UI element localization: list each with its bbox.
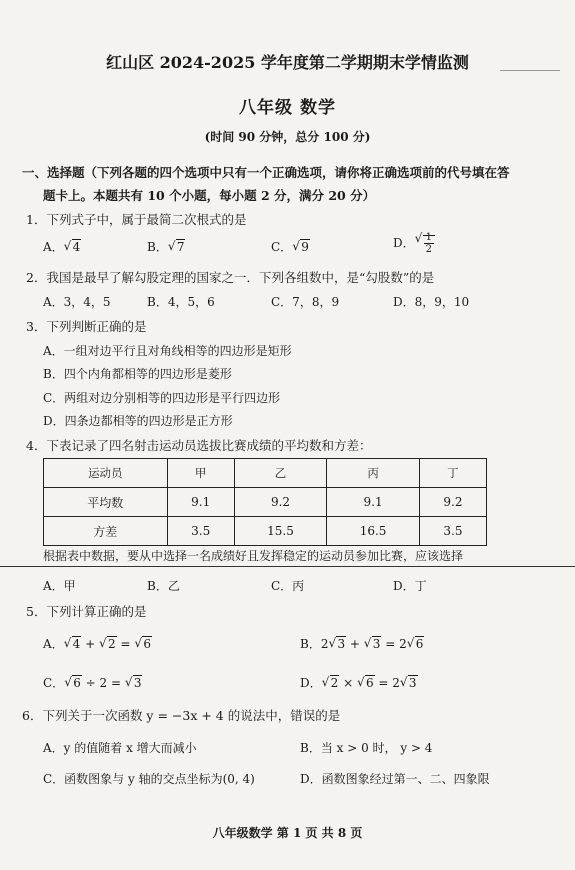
q4-stem: 4．下表记录了四名射击运动员选拔比赛成绩的平均数和方差： <box>26 438 372 453</box>
q1-option-d <box>393 232 435 255</box>
q4-option-d: D．丁 <box>393 579 427 593</box>
table-header-cell: 乙 <box>234 459 327 488</box>
page-footer: 八年级数学 第 1 页 共 8 页 <box>212 826 363 840</box>
q1-option-c-label: C． <box>271 240 293 254</box>
table-cell: 9.2 <box>419 488 486 517</box>
q2-stem: 2．我国是最早了解勾股定理的国家之一．下列各组数中，是“勾股数”的是 <box>26 270 435 285</box>
q5-option-c-label: C． <box>43 676 65 690</box>
fraction-denominator: 2 <box>425 244 432 255</box>
table-cell: 16.5 <box>327 517 420 546</box>
table-header-cell: 甲 <box>167 459 234 488</box>
table-cell: 9.2 <box>234 488 327 517</box>
q5-option-c: C．√ 6 ÷ 2 = √ 3 <box>43 674 142 691</box>
q4-option-b: B．乙 <box>147 579 180 593</box>
q1-option-a-label: A． <box>43 240 64 254</box>
table-cell: 平均数 <box>44 488 168 517</box>
q6-option-d: D．函数图象经过第一、二、四象限 <box>300 772 490 786</box>
q1-option-d-label: D． <box>393 236 415 250</box>
q1-option-c <box>271 238 310 255</box>
section-1-instructions-line1: 一、选择题（下列各题的四个选项中只有一个正确选项，请你将正确选项前的代号填在答 <box>22 165 510 180</box>
q2-option-c: C．7，8，9 <box>271 295 340 309</box>
q4-option-c: C．丙 <box>271 579 305 593</box>
table-cell: 9.1 <box>327 488 420 517</box>
q6-option-b: B．当 x > 0 时， y > 4 <box>300 741 433 755</box>
fraction-numerator: √ 1 <box>425 232 432 243</box>
table-cell: 9.1 <box>167 488 234 517</box>
sqrt-symbol <box>168 240 186 254</box>
q1-option-b-label: B． <box>147 240 168 254</box>
q6-stem: 6．下列关于一次函数 y = −3x + 4 的说法中，错误的是 <box>22 708 341 723</box>
q4-score-table <box>43 458 487 546</box>
table-cell: 3.5 <box>419 517 486 546</box>
exam-meta: (时间 90 分钟，总分 100 分) <box>204 130 371 144</box>
q1-option-b-radicand: 7 <box>176 240 185 254</box>
q1-option-d-fraction <box>424 232 434 255</box>
q1-option-b <box>147 238 185 255</box>
q6-option-a: A．y 的值随着 x 增大而减小 <box>43 741 197 755</box>
q3-option-c: C．两组对边分别相等的四边形是平行四边形 <box>43 391 281 405</box>
exam-subject: 八年级 数学 <box>239 98 336 118</box>
sqrt-symbol <box>64 240 82 254</box>
q1-option-c-radicand: 9 <box>301 240 309 254</box>
q3-option-d: D．四条边都相等的四边形是正方形 <box>43 414 233 428</box>
q3-option-b: B．四个内角都相等的四边形是菱形 <box>43 367 232 381</box>
exam-title: 红山区 2024-2025 学年度第二学期期末学情监测 <box>106 53 469 72</box>
q2-option-b: B．4，5，6 <box>147 295 215 309</box>
q6-option-c: C．函数图象与 y 轴的交点坐标为(0, 4) <box>43 772 255 786</box>
table-row <box>44 517 487 546</box>
q1-option-a <box>43 238 81 255</box>
table-header-cell: 丁 <box>419 459 486 488</box>
table-cell: 3.5 <box>167 517 234 546</box>
q5-option-d-label: D． <box>300 676 322 690</box>
q1-stem: 1．下列式子中，属于最简二次根式的是 <box>26 212 247 227</box>
q5-stem: 5．下列计算正确的是 <box>26 604 147 619</box>
q5-option-d: D．√ 2 × √ 6 = 2√ 3 <box>300 674 418 691</box>
sqrt-symbol <box>415 232 435 255</box>
q5-option-a-label: A． <box>43 637 64 651</box>
table-row <box>44 459 487 488</box>
table-header-cell: 丙 <box>327 459 420 488</box>
table-cell: 15.5 <box>234 517 327 546</box>
q5-option-a: A．√ 4 + √ 2 = √ 6 <box>43 635 152 652</box>
scan-divider-line <box>0 566 575 567</box>
table-header-cell: 运动员 <box>44 459 168 488</box>
sqrt-symbol <box>292 240 310 254</box>
q4-option-a: A．甲 <box>43 579 76 593</box>
q3-stem: 3．下列判断正确的是 <box>26 319 147 334</box>
table-cell: 方差 <box>44 517 168 546</box>
table-row <box>44 488 487 517</box>
q3-option-a: A．一组对边平行且对角线相等的四边形是矩形 <box>43 344 292 358</box>
q5-option-b-label: B． <box>300 637 321 651</box>
q2-option-d: D．8，9，10 <box>393 295 470 309</box>
section-1-instructions-line2: 题卡上。本题共有 10 个小题，每小题 2 分，满分 20 分） <box>43 188 376 203</box>
q4-after-text: 根据表中数据，要从中选择一名成绩好且发挥稳定的运动员参加比赛，应该选择 <box>43 549 464 563</box>
q5-option-b: B．2√ 3 + √ 3 = 2√ 6 <box>300 635 424 652</box>
q1-option-a-radicand: 4 <box>72 240 81 254</box>
q2-option-a: A．3，4，5 <box>43 295 111 309</box>
